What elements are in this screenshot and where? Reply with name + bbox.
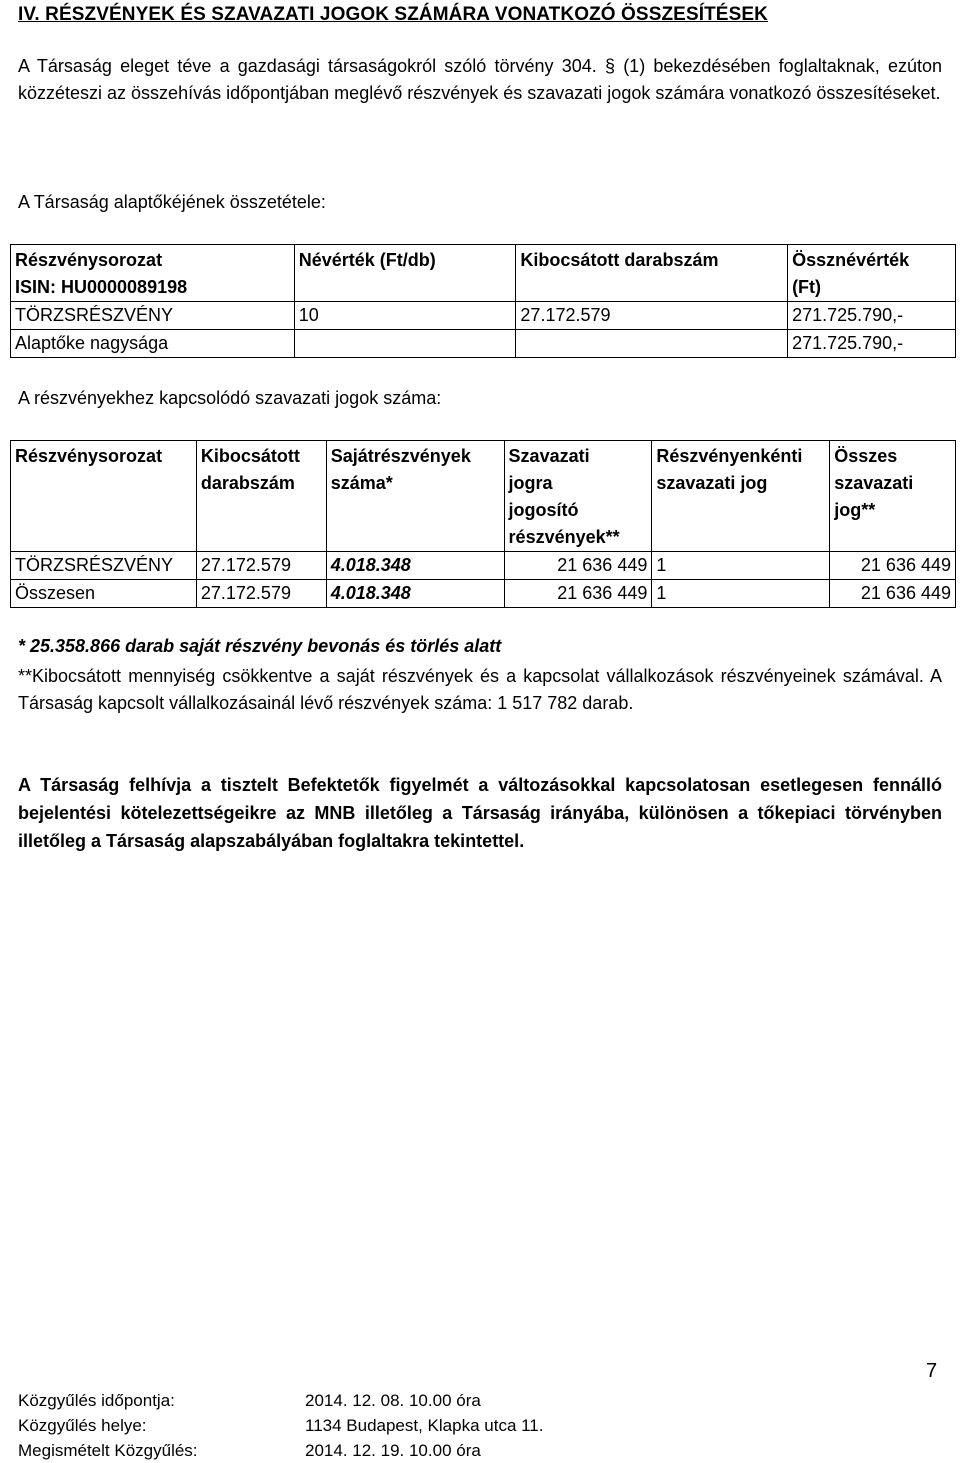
capital-total-row (11, 330, 956, 358)
cell-issued: 27.172.579 (196, 580, 326, 608)
header-treasury-line: száma* (330, 473, 393, 493)
footer-date-label: Közgyűlés időpontja: (18, 1391, 175, 1410)
intro-paragraph: A Társaság eleget téve a gazdasági társaságokról szóló törvény 304. § (1) bekezdésében foglaltaknak, ezúton közzéteszi az összehívás időpontjában meglévő részvények és szavazati jogok számára vonatkozó összesítéseket. (18, 56, 942, 103)
cell-series: TÖRZSRÉSZVÉNY (11, 302, 295, 330)
footer-place-value: 1134 Budapest, Klapka utca 11. (305, 1416, 544, 1435)
cell-issued: 27.172.579 (516, 302, 788, 330)
header-per-share-line: Részvényenkénti (656, 446, 803, 466)
cell-per-share: 1 (652, 552, 830, 580)
voting-heading: A részvényekhez kapcsolódó szavazati jogok száma: (18, 388, 442, 408)
cell-total: 271.725.790,- (788, 302, 956, 330)
capital-heading: A Társaság alaptőkéjének összetétele: (18, 192, 326, 212)
voting-table-header (11, 441, 956, 552)
voting-table (10, 440, 956, 608)
notice-paragraph: A Társaság felhívja a tisztelt Befektetők figyelmét a változásokkal kapcsolatosan esetlegesen fennálló bejelentési kötelezettségeikre az MNB illetőleg a Társaság irányába, különösen a tőkepiaci törvényben illetőleg a Társaság alapszabályában foglaltakra tekintettel. (18, 775, 942, 851)
header-voting-line: részvények** (508, 527, 620, 547)
cell-series: TÖRZSRÉSZVÉNY (11, 552, 197, 580)
cell-series: Összesen (11, 580, 197, 608)
section-title: IV. RÉSZVÉNYEK ÉS SZAVAZATI JOGOK SZÁMÁRA VONATKOZÓ ÖSSZESÍTÉSEK (18, 4, 768, 25)
cell-capital-label: Alaptőke nagysága (11, 330, 295, 358)
header-total-line: jog** (834, 500, 876, 520)
header-per-share-line: szavazati jog (656, 473, 768, 493)
footer-repeat-label: Megismételt Közgyűlés: (18, 1441, 198, 1460)
header-treasury-line: Sajátrészvények (330, 446, 471, 466)
cell-total: 21 636 449 (830, 580, 956, 608)
footer-repeat-row (18, 1441, 481, 1461)
cell-treasury: 4.018.348 (326, 580, 504, 608)
footnote-treasury: * 25.358.866 darab saját részvény bevonás és törlés alatt (18, 636, 502, 656)
header-series (11, 245, 295, 302)
table-row (11, 580, 956, 608)
table-row (11, 302, 956, 330)
header-total-line: Összes (834, 446, 898, 466)
header-series-line1: Részvénysorozat (15, 250, 163, 270)
footnote-voting: **Kibocsátott mennyiség csökkentve a saját részvények és a kapcsolat vállalkozások részvényeinek számával. A Társaság kapcsolt vállalkozásainál lévő részvények száma: 1 517 782 darab. (18, 666, 942, 713)
header-isin: ISIN: HU0000089198 (15, 277, 188, 297)
cell-total: 21 636 449 (830, 552, 956, 580)
header-voting-shares (504, 441, 652, 552)
header-voting-line: Szavazati (508, 446, 590, 466)
header-voting-line: jogosító (508, 500, 579, 520)
header-total-nominal-line2: (Ft) (792, 277, 822, 297)
header-total-nominal-line1: Össznévérték (792, 250, 910, 270)
header-series: Részvénysorozat (11, 441, 197, 552)
capital-table-header (11, 245, 956, 302)
table-row (11, 552, 956, 580)
cell-voting: 21 636 449 (504, 580, 652, 608)
footer-repeat-value: 2014. 12. 19. 10.00 óra (305, 1441, 481, 1460)
header-per-share (652, 441, 830, 552)
header-treasury (326, 441, 504, 552)
footer-date-row (18, 1391, 481, 1411)
cell-per-share: 1 (652, 580, 830, 608)
page-number: 7 (926, 1360, 938, 1382)
cell-treasury: 4.018.348 (326, 552, 504, 580)
cell-empty (516, 330, 788, 358)
header-nominal: Névérték (Ft/db) (294, 245, 516, 302)
cell-voting: 21 636 449 (504, 552, 652, 580)
header-issued-line: Kibocsátott (200, 446, 300, 466)
header-total-nominal (788, 245, 956, 302)
footer-place-label: Közgyűlés helye: (18, 1416, 147, 1435)
header-total-votes (830, 441, 956, 552)
cell-capital-total: 271.725.790,- (788, 330, 956, 358)
cell-empty (294, 330, 516, 358)
footer-date-value: 2014. 12. 08. 10.00 óra (305, 1391, 481, 1410)
header-issued (196, 441, 326, 552)
capital-table (10, 244, 956, 358)
header-voting-line: jogra (508, 473, 553, 493)
cell-issued: 27.172.579 (196, 552, 326, 580)
header-issued: Kibocsátott darabszám (516, 245, 788, 302)
footer-place-row (18, 1416, 544, 1436)
cell-nominal: 10 (294, 302, 516, 330)
header-issued-line: darabszám (200, 473, 295, 493)
header-total-line: szavazati (834, 473, 914, 493)
